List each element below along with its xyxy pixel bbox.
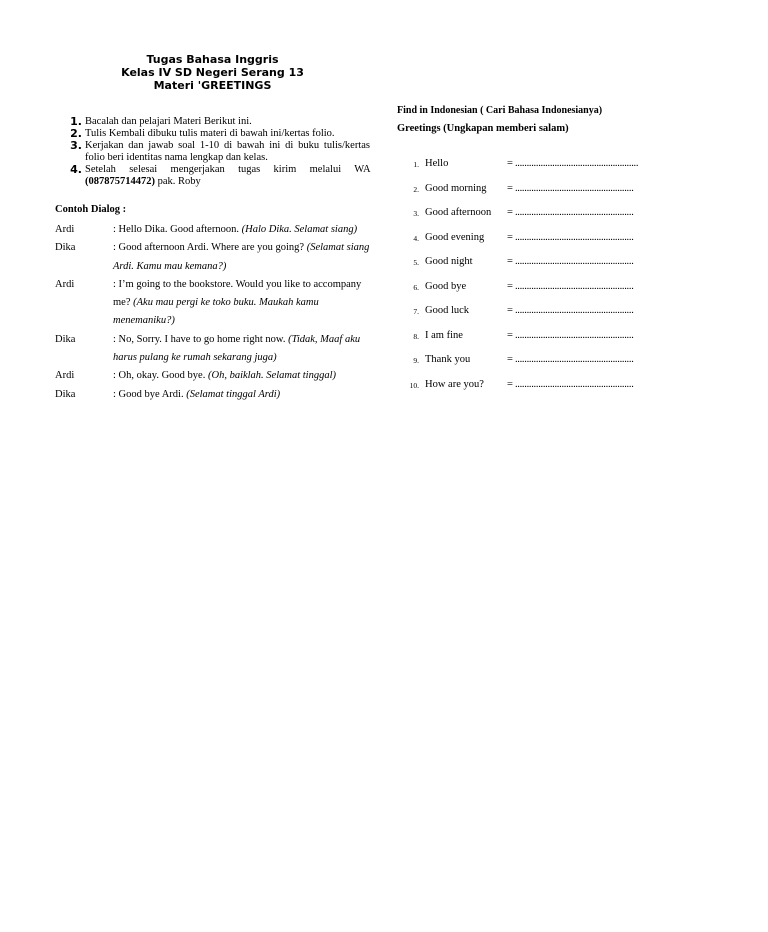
greeting-word: Good evening — [425, 231, 485, 243]
utterance — [113, 367, 370, 385]
answer-blank: = ................................................... — [507, 207, 634, 218]
speaker-name: Dika — [55, 333, 76, 345]
dialog-line — [55, 276, 370, 331]
exercise-item — [405, 232, 675, 257]
instruction-item — [66, 140, 370, 164]
dialog-line — [55, 221, 370, 239]
instruction-text — [82, 164, 370, 188]
instructions-list — [66, 116, 370, 188]
item-number: 5. — [413, 258, 419, 267]
instruction-item — [66, 116, 370, 128]
speaker-name: Dika — [55, 242, 76, 254]
greeting-word: I am fine — [425, 329, 463, 341]
exercise-item — [405, 207, 675, 232]
answer-blank: = ................................................... — [507, 378, 634, 390]
greeting-word: Thank you — [425, 354, 471, 365]
whatsapp-number: (087875714472) — [85, 176, 155, 187]
dialog-line — [55, 367, 370, 385]
exercise-item — [405, 183, 675, 208]
item-number: 8. — [413, 331, 419, 341]
dialog-title: Contoh Dialog : — [55, 204, 127, 215]
english-text: : Hello Dika. Good afternoon. — [113, 224, 242, 235]
item-number: 2. — [413, 184, 419, 194]
greeting-word: How are you? — [425, 378, 484, 390]
exercise-heading: Find in Indonesian ( Cari Bahasa Indonesianya) — [397, 105, 603, 116]
instruction-item — [66, 128, 370, 140]
instruction-text: Tulis Kembali dibuku tulis materi di bawah ini/kertas folio. — [85, 128, 335, 139]
english-text: : Good afternoon Ardi. Where are you going? — [113, 242, 307, 254]
utterance — [113, 239, 370, 276]
instruction-number: 2. — [70, 127, 82, 140]
answer-blank: = ................................................... — [507, 329, 634, 341]
indonesian-translation: (Selamat siang Ardi. Kamu mau kemana?) — [113, 242, 370, 272]
indonesian-translation: (Aku mau pergi ke toko buku. Maukah kamu menemaniku?) — [113, 297, 319, 327]
vocabulary-exercise — [405, 158, 675, 403]
exercise-item — [405, 281, 675, 306]
speaker-name: Ardi — [55, 370, 75, 382]
greeting-word: Good night — [425, 256, 473, 267]
dialog-line — [55, 331, 370, 368]
item-number: 3. — [413, 209, 419, 218]
greeting-word: Good bye — [425, 280, 467, 292]
utterance — [113, 386, 370, 404]
header-class: Kelas IV SD Negeri Serang 13 — [121, 66, 304, 79]
dialog-example — [55, 221, 370, 404]
answer-blank: = ................................................... — [507, 354, 634, 365]
item-number: 9. — [413, 356, 419, 365]
indonesian-translation: (Halo Dika. Selamat siang) — [241, 224, 358, 235]
item-number: 6. — [413, 282, 419, 292]
greeting-word: Good luck — [425, 305, 470, 316]
answer-blank: = ................................................... — [507, 256, 634, 267]
answer-blank: = ..................................................... — [507, 158, 639, 169]
exercise-item — [405, 305, 675, 330]
item-number: 4. — [413, 233, 419, 243]
speaker-name: Ardi — [55, 278, 75, 290]
instruction-number: 4. — [70, 163, 82, 176]
instruction-text: Bacalah dan pelajari Materi Berikut ini. — [85, 116, 252, 127]
header-topic: Materi 'GREETINGS — [153, 79, 272, 92]
english-text: : No, Sorry. I have to go home right now. — [113, 333, 289, 345]
utterance — [113, 331, 370, 368]
teacher-name: pak. Roby — [155, 176, 201, 187]
greeting-word: Good afternoon — [425, 207, 492, 218]
dialog-line — [55, 239, 370, 276]
instruction-number: 1. — [70, 115, 82, 128]
exercise-item — [405, 330, 675, 355]
answer-blank: = ................................................... — [507, 182, 634, 194]
greeting-word: Hello — [425, 158, 449, 169]
exercise-subheading: Greetings (Ungkapan memberi salam) — [397, 123, 569, 134]
instruction-text-main: Setelah selesai mengerjakan tugas kirim melalui WA — [85, 164, 370, 175]
english-text: : Oh, okay. Good bye. — [113, 370, 208, 382]
speaker-name: Dika — [55, 388, 76, 400]
item-number: 1. — [413, 160, 419, 169]
english-text: : I’m going to the bookstore. Would you like to accompany me? — [113, 278, 362, 309]
utterance — [113, 276, 370, 331]
indonesian-translation: (Selamat tinggal Ardi) — [186, 388, 281, 400]
answer-blank: = ................................................... — [507, 280, 634, 292]
english-text: : Good bye Ardi. — [113, 388, 187, 400]
indonesian-translation: (Tidak, Maaf aku harus pulang ke rumah sekarang juga) — [113, 333, 361, 364]
greeting-word: Good morning — [425, 182, 487, 194]
item-number: 10. — [409, 380, 419, 390]
exercise-item — [405, 379, 675, 404]
answer-blank: = ................................................... — [507, 231, 634, 243]
exercise-item — [405, 354, 675, 379]
answer-blank: = ................................................... — [507, 305, 634, 316]
exercise-item — [405, 256, 675, 281]
instruction-text: Kerjakan dan jawab soal 1-10 di bawah ini di buku tulis/kertas folio beri identitas nama lengkap dan kelas. — [85, 140, 370, 163]
speaker-name: Ardi — [55, 224, 75, 235]
utterance — [113, 221, 370, 239]
instruction-item — [66, 164, 370, 188]
item-number: 7. — [413, 307, 419, 316]
instruction-number: 3. — [70, 139, 82, 152]
exercise-item — [405, 158, 675, 183]
indonesian-translation: (Oh, baiklah. Selamat tinggal) — [207, 370, 337, 382]
header-title: Tugas Bahasa Inggris — [146, 53, 279, 66]
document-header — [100, 53, 325, 92]
dialog-line — [55, 386, 370, 404]
